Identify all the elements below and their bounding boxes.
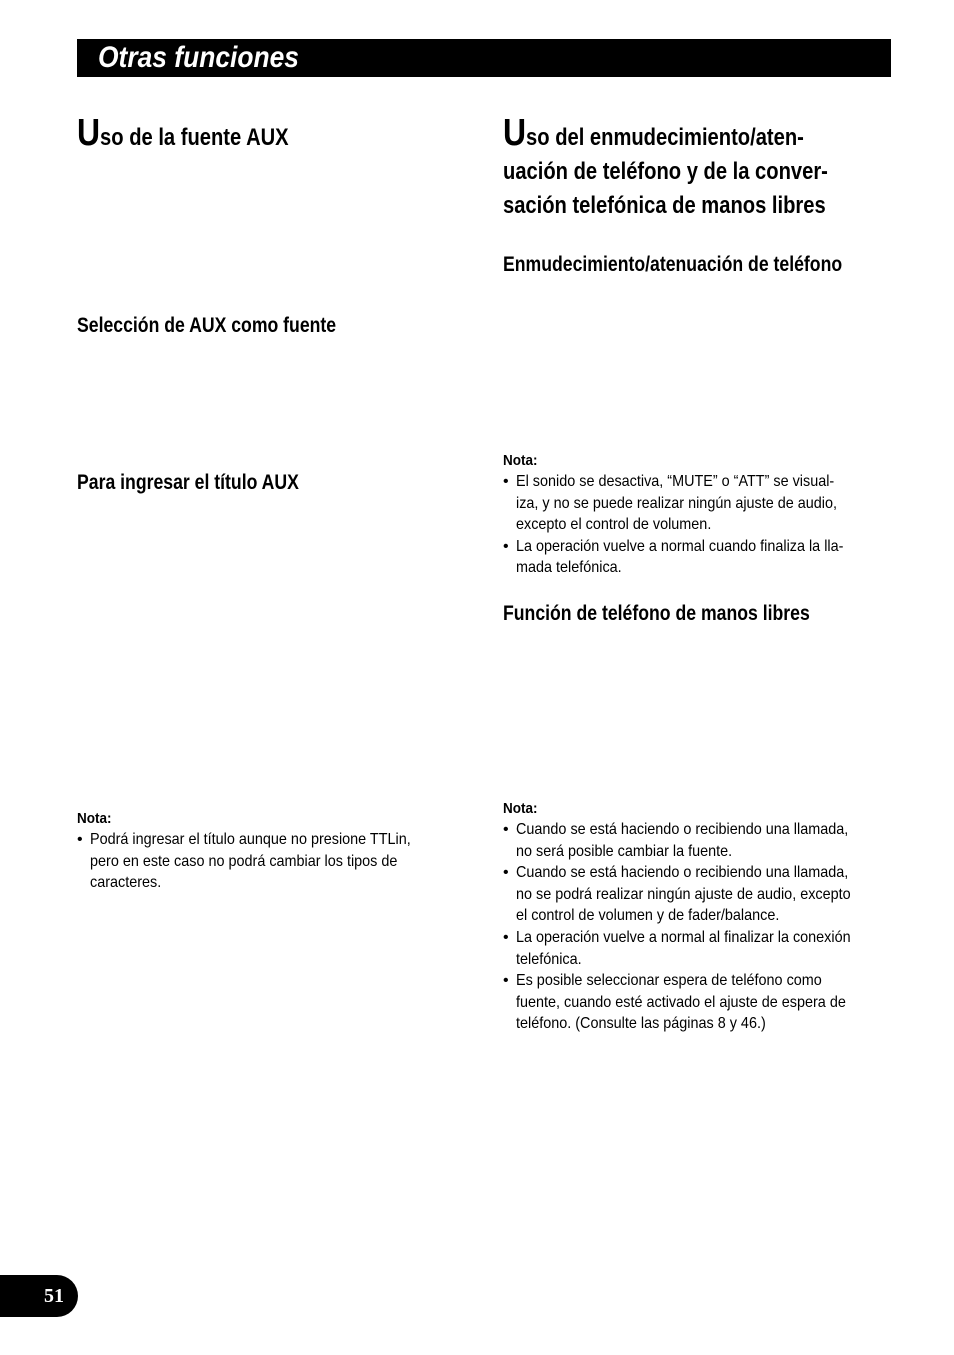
list-item-text: telefónica. [516, 950, 582, 968]
list-item-text: excepto el control de volumen. [516, 516, 712, 534]
list-item-text: pero en este caso no podrá cambiar los tipos de [90, 852, 398, 870]
section-title-phone [503, 112, 828, 223]
chapter-banner [77, 39, 891, 77]
section-title-phone-initial: U [503, 112, 527, 154]
section-title-phone-line: sación telefónica de manos libres [503, 192, 826, 219]
list-item-text: iza, y no se puede realizar ningún ajuste de audio, [516, 494, 838, 512]
list-item-text: mada telefónica. [516, 559, 622, 577]
subheading-handsfree: Función de teléfono de manos libres [503, 602, 810, 625]
list-item-text: teléfono. (Consulte las páginas 8 y 46.) [516, 1015, 766, 1033]
list-item-text: Cuando se está haciendo o recibiendo una llamada, [516, 821, 849, 838]
list-item [503, 862, 888, 927]
list-item-text: La operación vuelve a normal cuando finaliza la lla- [516, 537, 844, 555]
section-title-phone-line: uación de teléfono y de la conver- [503, 158, 828, 185]
bullet-icon: • [503, 972, 509, 990]
bullet-icon: • [503, 928, 509, 946]
bullet-icon: • [503, 864, 509, 882]
bullet-icon: • [503, 473, 509, 490]
section-title-phone-line [503, 112, 828, 155]
list-item-text: no se podrá realizar ningún ajuste de audio, excepto [516, 885, 851, 903]
bullet-icon: • [77, 831, 83, 848]
list-item-text: La operación vuelve a normal al finalizar la conexión [516, 928, 851, 946]
subheading-select-aux: Selección de AUX como fuente [77, 314, 337, 337]
chapter-title: Otras funciones [98, 41, 299, 74]
list-item-text: fuente, cuando esté activado el ajuste de espera de [516, 993, 846, 1011]
list-item-text: el control de volumen y de fader/balance. [516, 907, 780, 925]
list-item [503, 471, 880, 536]
section-title-phone-text: so del enmudecimiento/aten- [526, 124, 804, 151]
note-list-aux [77, 829, 446, 894]
list-item-text: caracteres. [90, 874, 162, 892]
note-list-handsfree [503, 819, 888, 1035]
section-title-aux-initial: U [77, 112, 101, 154]
section-title-aux [77, 112, 289, 155]
bullet-icon: • [503, 537, 509, 555]
list-item [503, 819, 888, 862]
list-item-text: Es posible seleccionar espera de teléfono como [516, 972, 822, 990]
note-label-phone-mute: Nota: [503, 452, 538, 469]
page-number: 51 [44, 1285, 64, 1307]
list-item [503, 927, 888, 970]
section-title-aux-text: so de la fuente AUX [100, 124, 289, 151]
list-item-text: Cuando se está haciendo o recibiendo una llamada, [516, 864, 849, 882]
list-item [77, 829, 446, 894]
page-number-tab [0, 1275, 78, 1317]
subheading-phone-mute: Enmudecimiento/atenuación de teléfono [503, 253, 843, 276]
list-item-text: no será posible cambiar la fuente. [516, 842, 733, 860]
list-item [503, 970, 888, 1035]
subheading-aux-title: Para ingresar el título AUX [77, 471, 299, 494]
list-item-text: Podrá ingresar el título aunque no presione TTLin, [90, 831, 411, 848]
note-list-phone-mute [503, 471, 880, 579]
note-label-aux: Nota: [77, 810, 112, 827]
list-item-text: El sonido se desactiva, “MUTE” o “ATT” se visual- [516, 473, 835, 490]
note-label-handsfree: Nota: [503, 800, 538, 817]
bullet-icon: • [503, 821, 509, 838]
list-item [503, 536, 880, 579]
